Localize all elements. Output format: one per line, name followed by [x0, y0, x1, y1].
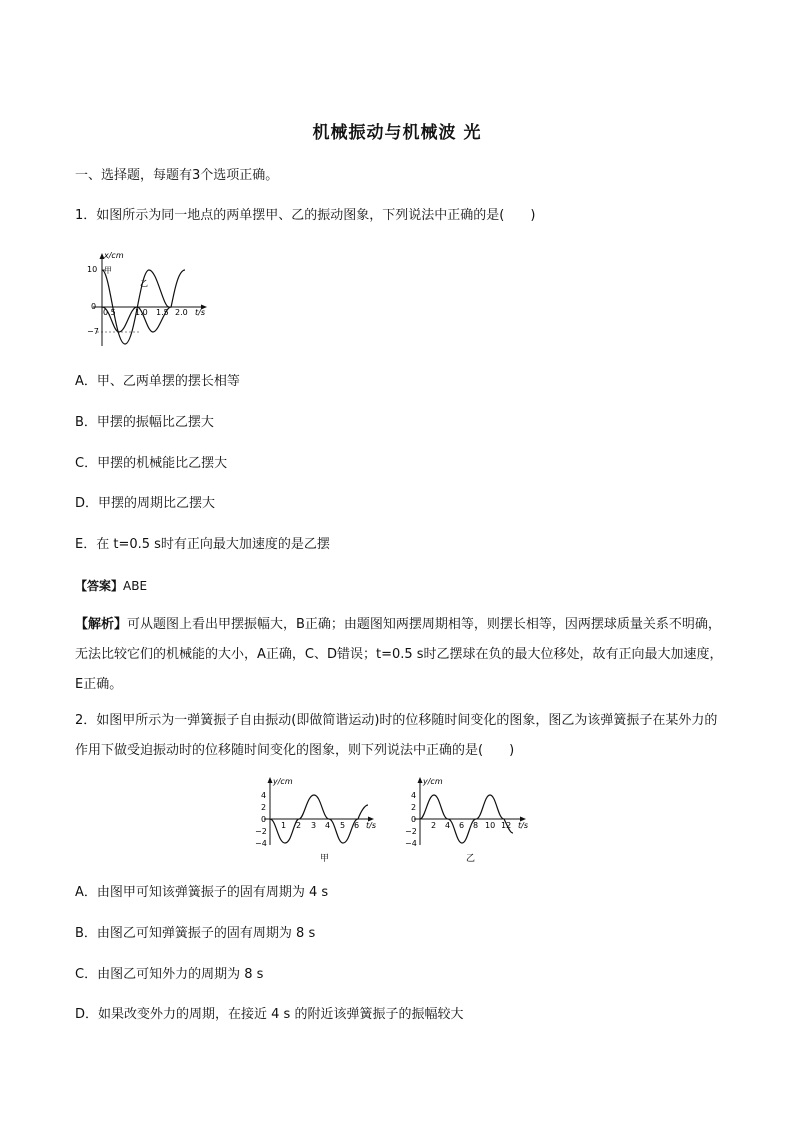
answer-value: ABE [123, 579, 148, 593]
q2-yi-xtick-10: 10 [485, 821, 496, 830]
q2-jia-ytick-0: 0 [261, 815, 267, 824]
q2-jia-xtick-2: 2 [296, 821, 302, 830]
q1-xlabel: t/s [195, 308, 205, 317]
analysis-text: 可从题图上看出甲摆振幅大，B正确；由题图知两摆周期相等，则摆长相等，因两摆球质量关系不明确，无法比较它们的机械能的大小，A正确，C、D错误；t=0.5 s时乙摆球在负的最大位移处，故有正向最大加速度，E正确。 [75, 617, 723, 692]
q2-yi-ytick-neg2: −2 [405, 827, 417, 836]
analysis-label: 【解析】 [75, 617, 128, 632]
q2-yi-ytick-neg4: −4 [405, 839, 417, 848]
question-1-stem: 1．如图所示为同一地点的两单摆甲、乙的振动图象，下列说法中正确的是( ) [75, 208, 536, 223]
q2-jia-ytick-2: 2 [261, 803, 267, 812]
q1-xtick-2-0: 2.0 [175, 308, 188, 317]
q2-option-b: B．由图乙可知弹簧振子的固有周期为 8 s [75, 926, 316, 941]
q2-yi-xtick-4: 4 [445, 821, 451, 830]
q2-jia-xtick-6: 6 [354, 821, 360, 830]
q2-yi-xtick-8: 8 [473, 821, 479, 830]
q2-jia-ytick-neg4: −4 [255, 839, 267, 848]
q1-option-a: A．甲、乙两单摆的摆长相等 [75, 374, 240, 389]
q1-label-yi: 乙 [140, 279, 148, 288]
q1-ytick-neg7: −7 [87, 327, 99, 336]
q2-option-a: A．由图甲可知该弹簧振子的固有周期为 4 s [75, 885, 329, 900]
q1-oscillation-graph [85, 250, 215, 350]
answer-label: 【答案】 [75, 579, 124, 593]
q2-yi-xtick-2: 2 [431, 821, 437, 830]
q1-label-jia: 甲 [104, 266, 112, 275]
q2-jia-ytick-neg2: −2 [255, 827, 267, 836]
section-heading: 一、选择题，每题有3个选项正确。 [75, 168, 279, 183]
q2-yi-ylabel: y/cm [423, 777, 443, 786]
q2-yi-ytick-4: 4 [411, 791, 417, 800]
q2-jia-xtick-5: 5 [340, 821, 346, 830]
q2-jia-ytick-4: 4 [261, 791, 267, 800]
q2-jia-ylabel: y/cm [273, 777, 293, 786]
q2-graph-jia [252, 775, 387, 865]
q2-option-c: C．由图乙可知外力的周期为 8 s [75, 967, 264, 982]
q1-ytick-10: 10 [87, 265, 98, 274]
q2-jia-xtick-3: 3 [311, 821, 317, 830]
q1-xtick-1-0: 1.0 [135, 308, 148, 317]
q2-graph-yi [400, 775, 540, 865]
q1-xtick-1-5: 1.5 [156, 308, 169, 317]
q2-yi-ytick-0: 0 [411, 815, 417, 824]
page-title: 机械振动与机械波 光 [312, 123, 482, 143]
q1-xtick-0-5: 0.5 [103, 308, 116, 317]
q2-jia-xlabel: t/s [366, 821, 376, 830]
q2-jia-xtick-4: 4 [325, 821, 331, 830]
q1-option-b: B．甲摆的振幅比乙摆大 [75, 415, 214, 430]
q1-analysis [75, 610, 725, 700]
q2-yi-xtick-6: 6 [459, 821, 465, 830]
q1-answer [75, 576, 147, 596]
q1-option-d: D．甲摆的周期比乙摆大 [75, 496, 216, 511]
q2-option-d: D．如果改变外力的周期，在接近 4 s 的附近该弹簧振子的振幅较大 [75, 1007, 464, 1022]
q2-yi-ytick-2: 2 [411, 803, 417, 812]
q1-ylabel: x/cm [104, 251, 124, 260]
q1-option-c: C．甲摆的机械能比乙摆大 [75, 456, 228, 471]
q2-yi-xlabel: t/s [518, 821, 528, 830]
question-2-stem: 2．如图甲所示为一弹簧振子自由振动(即做简谐运动)时的位移随时间变化的图象，图乙为该弹簧振子在某外力的作用下做受迫振动时的位移随时间变化的图象，则下列说法中正确的是( ) [75, 713, 718, 758]
q2-yi-xtick-12: 12 [501, 821, 512, 830]
q1-ytick-0: 0 [91, 302, 97, 311]
q2-yi-caption: 乙 [466, 854, 476, 864]
q1-option-e: E．在 t=0.5 s时有正向最大加速度的是乙摆 [75, 537, 330, 552]
q2-jia-xtick-1: 1 [281, 821, 287, 830]
q2-jia-caption: 甲 [320, 854, 330, 864]
